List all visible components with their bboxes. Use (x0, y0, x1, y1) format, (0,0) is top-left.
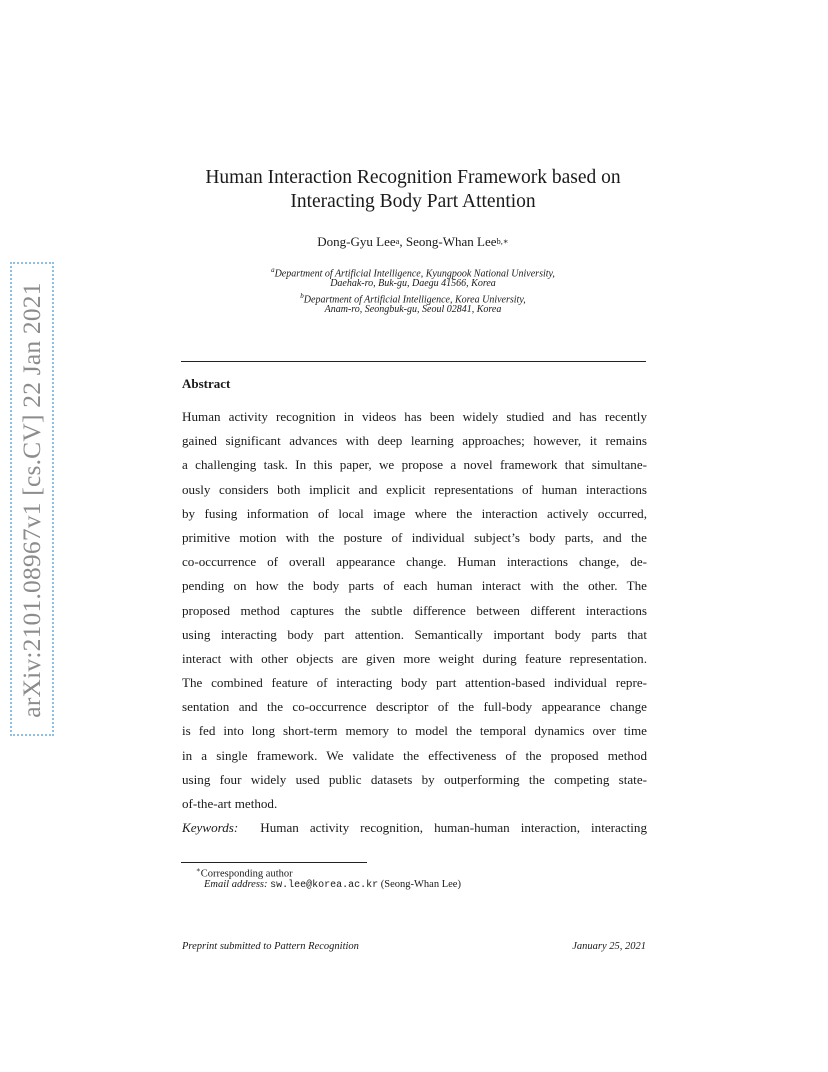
abstract-heading: Abstract (182, 376, 231, 391)
affiliation-text: Department of Artificial Intelligence, Kyungpook National University, (274, 268, 555, 280)
abstract-line: proposed method captures the subtle difference between different interactions (182, 602, 647, 618)
keywords-line (182, 816, 647, 840)
abstract-body (182, 405, 647, 816)
abstract-top-rule (181, 361, 646, 362)
arxiv-stamp-label: arXiv:2101.08967v1 [cs.CV] 22 Jan 2021 (17, 282, 46, 718)
footnote-email (204, 879, 461, 891)
author-name: Seong-Whan Lee (405, 234, 497, 249)
abstract-line: ously considers both implicit and explicit representations of human interactions (182, 481, 647, 497)
abstract-line: sentation and the co-occurrence descriptor of the full-body appearance change (182, 699, 647, 715)
paper-title-line-2: Interacting Body Part Attention (290, 191, 536, 212)
abstract-line: interact with other objects are given more weight during feature representation. (182, 650, 647, 666)
keywords-label: Keywords: (182, 820, 239, 835)
abstract-line: pending on how the body parts of each human interact with the other. The (182, 578, 647, 594)
author-separator: , (399, 234, 406, 249)
abstract-line: The combined feature of interacting body part attention-based individual repre- (182, 675, 647, 691)
abstract-line: gained significant advances with deep learning approaches; however, it remains (182, 433, 647, 449)
abstract-line: primitive motion with the posture of individual subject’s body parts, and the (182, 529, 647, 545)
abstract-line: of-the-art method. (182, 796, 278, 811)
author-affiliation-mark: a (395, 236, 400, 246)
email-address: sw.lee@korea.ac.kr (270, 880, 379, 891)
author-list (160, 234, 666, 250)
paper-title-line-1: Human Interaction Recognition Framework based on (205, 167, 621, 188)
affiliation-a-line-2: Daehak-ro, Buk-gu, Daegu 41566, Korea (330, 278, 496, 289)
footnote-corresponding-text: Corresponding author (200, 868, 293, 880)
abstract-line: is fed into long short-term memory to model the temporal dynamics over time (182, 723, 647, 739)
abstract-line: using four widely used public datasets by outperforming the competing state- (182, 771, 647, 787)
email-label: Email address: (204, 879, 268, 890)
abstract-line: co-occurrence of overall appearance change. Human interactions change, de- (182, 554, 647, 570)
preprint-note: Preprint submitted to Pattern Recognition (182, 941, 359, 952)
preprint-date: January 25, 2021 (572, 941, 646, 952)
footnote-corresponding (196, 866, 293, 880)
affiliation-text: Department of Artificial Intelligence, Korea University, (303, 294, 526, 306)
affiliation-b-line-2: Anam-ro, Seongbuk-gu, Seoul 02841, Korea (324, 304, 502, 315)
author-name: Dong-Gyu Lee (317, 234, 396, 249)
affiliation-mark: a (271, 266, 275, 274)
abstract-line: Human activity recognition in videos has been widely studied and has recently (182, 409, 647, 424)
affiliation-mark: b (300, 292, 304, 300)
abstract-line: in a single framework. We validate the effectiveness of the proposed method (182, 747, 647, 763)
abstract-line: a challenging task. In this paper, we propose a novel framework that simultane- (182, 457, 647, 473)
keywords-text: Human activity recognition, human-human interaction, interacting (260, 820, 647, 835)
email-owner: (Seong-Whan Lee) (380, 879, 461, 890)
footnote-rule (181, 862, 367, 863)
author-affiliation-mark: b,∗ (496, 236, 509, 246)
abstract-line: using interacting body part attention. Semantically important body parts that (182, 626, 647, 642)
abstract-line: by fusing information of local image where the interaction actively occurred, (182, 505, 647, 521)
footnote-mark: ∗ (196, 866, 201, 874)
